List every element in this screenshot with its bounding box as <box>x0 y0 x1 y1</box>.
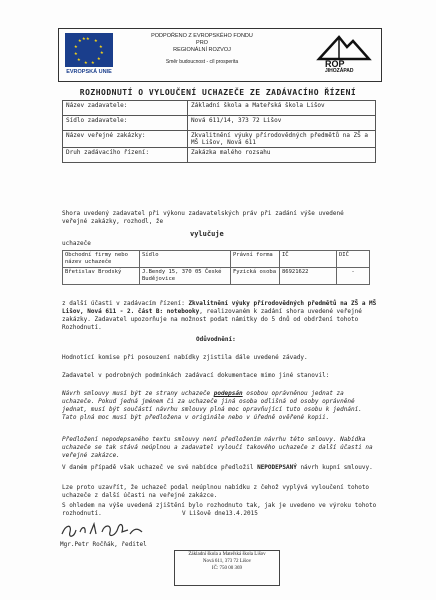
table-cell: - <box>337 268 370 285</box>
info-value: Zkvalitnění výuky přírodovědných předmětů na ZŠ a MŠ Lišov, Nová 611 <box>188 131 376 148</box>
info-label: Druh zadávacího řízení: <box>63 148 188 163</box>
info-value: Základní škola a Mateřská škola Lišov <box>188 101 376 116</box>
stamp-line: Základní škola a Mateřská škola Lišov <box>188 552 266 557</box>
applicant-word: uchazeče <box>62 240 91 247</box>
table-cell: J.Bendy 15, 370 05 České Budějovice <box>140 268 231 285</box>
info-label: Název veřejné zakázky: <box>63 131 188 148</box>
table-row <box>63 116 376 131</box>
paragraph: Zadavatel v podrobných podmínkách zadávací dokumentace mimo jiné stanovil: <box>62 372 330 379</box>
signatory-name: Mgr.Petr Ročňák, ředitel <box>60 541 147 548</box>
rop-text: ROP <box>325 59 345 69</box>
table-row <box>63 148 376 163</box>
stamp-line: IČ: 750 00 369 <box>211 566 243 571</box>
reasoning-heading: Odůvodnění: <box>196 336 236 343</box>
paragraph: Hodnotící komise při posouzení nabídky zjistila dále uvedené závady. <box>62 354 308 361</box>
school-stamp <box>174 550 280 586</box>
participation-text: z další účasti v zadávacím řízení: <box>62 300 189 307</box>
table-cell: 86921622 <box>280 268 337 285</box>
paragraph-text: V daném případě však uchazeč ve své nabídce předložil <box>62 464 258 471</box>
paragraph: Lze proto uzavřít, že uchazeč podal neúplnou nabídku z čehož vyplývá vyloučení tohoto uchazeče z další účasti na veřejné zakázce. <box>62 484 370 499</box>
date-line: V Lišově dne13.4.2015 <box>182 510 258 517</box>
participation-paragraph <box>62 300 378 332</box>
fund-text <box>127 33 277 66</box>
quoted-condition <box>62 390 378 422</box>
column-header: DIČ <box>337 251 370 268</box>
quoted-condition: Předložení nepodepsaného textu smlouvy není předložením návrhu této smlouvy. Nabídka uchazeče se tak stává neúplnou a zadavatel vyloučí takového uchazeče z další účasti na veřejné zakázce. <box>62 436 373 459</box>
fund-slogan: Směr budoucnost - cíl prosperita <box>165 59 239 65</box>
handwritten-signature <box>58 518 148 542</box>
funding-banner <box>58 28 382 82</box>
column-header: Právní forma <box>231 251 280 268</box>
info-value: Zakázka malého rozsahu <box>188 148 376 163</box>
table-cell: Břetislav Brodský <box>63 268 140 285</box>
table-row <box>63 131 376 148</box>
info-label: Název zadavatele: <box>63 101 188 116</box>
fund-line: PRO <box>196 40 208 46</box>
paragraph <box>62 464 378 472</box>
column-header: IČ <box>280 251 337 268</box>
stamp-line: Nová 611, 373 72 Lišov <box>202 559 252 564</box>
contract-info-table <box>62 100 376 163</box>
table-header-row <box>63 251 370 268</box>
participation-text: , realizovaném k zadání shora uvedené veřejné zakázky. Zadavatel upozorňuje na možnost podat námitky do 5 dnů od obdržení tohoto Rozhodnutí. <box>62 308 362 331</box>
column-header: Sídlo <box>140 251 231 268</box>
intro-text: Shora uvedený zadavatel při výkonu zadavatelských práv při zadání výše uvedené veřejné zakázky, rozhodl, že <box>62 210 344 225</box>
fund-line: REGIONÁLNÍ ROZVOJ <box>173 47 231 53</box>
document-title: ROZHODNUTÍ O VYLOUČENÍ UCHAZEČE ZE ZADÁVACÍHO ŘÍZENÍ <box>79 88 357 97</box>
decision-word: vylučuje <box>190 230 224 238</box>
rop-mark-icon <box>313 33 373 61</box>
quote-text: osobou oprávněnou jednat za uchazeče. Pokud jedná jménem či za uchazeče jiná osoba odlišná od osoby oprávněné jednat, musí být součástí návrhu smlouvy plná moc opravňující tuto osobu k jednání. Tato plná moc musí být předložena v originále nebo v úředně ověřené kopii. <box>62 390 362 421</box>
fund-line: PODPOŘENO Z EVROPSKÉHO FONDU <box>151 33 253 39</box>
table-row <box>63 268 370 285</box>
info-value: Nová 611/14, 373 72 Lišov <box>188 116 376 131</box>
column-header: Obchodní firmy nebo název uchazeče <box>63 251 140 268</box>
quote-emphasis: podepsán <box>213 390 243 397</box>
rop-logo <box>313 33 373 77</box>
applicant-table <box>62 250 370 285</box>
paragraph: S ohledem na výše uvedená zjištění bylo rozhodnuto tak, jak je uvedeno ve výroku tohoto rozhodnutí. <box>62 502 377 517</box>
info-label: Sídlo zadavatele: <box>63 116 188 131</box>
table-row <box>63 101 376 116</box>
table-cell: Fyzická osoba <box>231 268 280 285</box>
participation-contract: Zkvalitnění výuky přírodovědných předmětů na ZŠ a MŠ Lišov, Nová 611 - 2. část B: notebooky <box>62 300 377 315</box>
rop-subtext: JIHOZÁPAD <box>325 68 354 74</box>
eu-flag-icon: ★ ★ ★ ★ ★ ★ ★ ★ ★ ★ ★ ★ <box>65 33 113 67</box>
paragraph-emphasis: NEPODEPSANÝ <box>257 464 297 471</box>
eu-caption: EVROPSKÁ UNIE <box>66 69 112 75</box>
quote-text: Návrh smlouvy musí být ze strany uchazeče <box>62 390 214 397</box>
paragraph-text: návrh kupní smlouvy. <box>296 464 373 471</box>
